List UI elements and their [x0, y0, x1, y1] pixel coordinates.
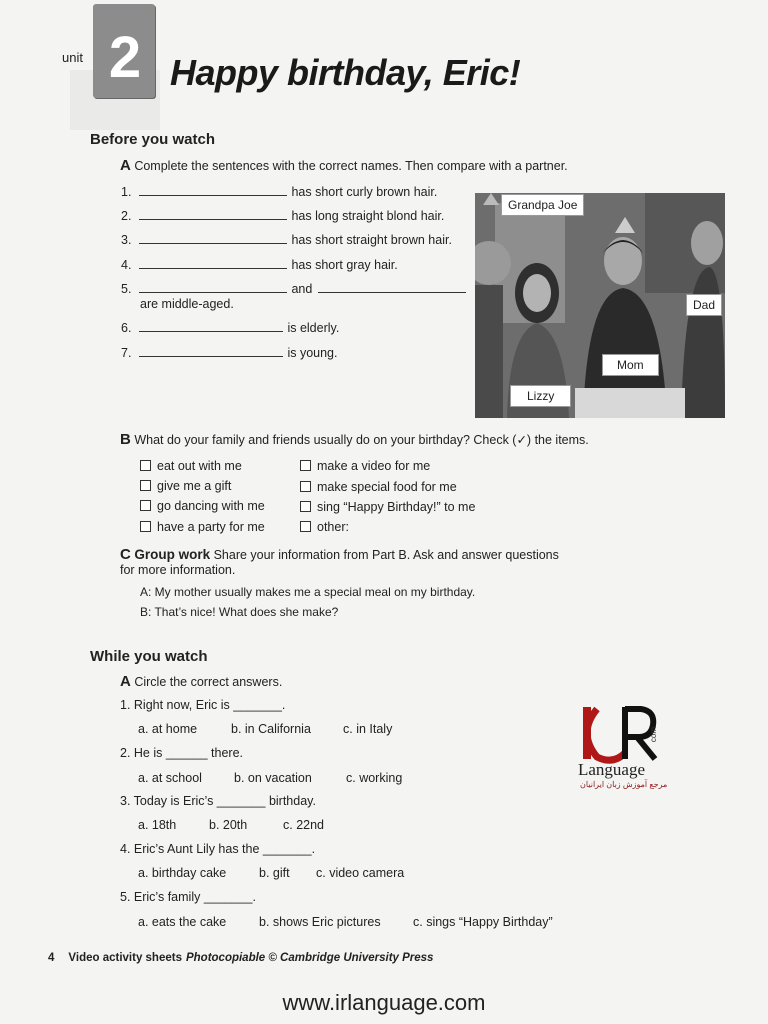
checkbox[interactable]	[140, 521, 151, 532]
item-text: has short straight brown hair.	[291, 233, 452, 247]
checklist-label: make a video for me	[317, 459, 431, 473]
checkbox[interactable]	[300, 501, 311, 512]
page-title: Happy birthday, Eric!	[170, 52, 521, 93]
while-task-a-instruction	[120, 673, 282, 690]
item-and: and	[291, 282, 313, 296]
task-b-instruction	[120, 431, 589, 448]
question: 1. Right now, Eric is _______.	[120, 698, 286, 712]
logo-com: com	[649, 726, 659, 743]
answer-option[interactable]: b. gift	[259, 866, 290, 880]
checklist-item[interactable]	[140, 479, 231, 493]
checkbox[interactable]	[140, 500, 151, 511]
checklist-item[interactable]	[300, 480, 457, 494]
item-text: has long straight blond hair.	[291, 209, 445, 223]
checklist-label: eat out with me	[157, 459, 242, 473]
dialogue-line-b: B: That’s nice! What does she make?	[140, 605, 339, 619]
page-number: 4	[48, 952, 55, 964]
task-text: Circle the correct answers.	[134, 675, 283, 689]
task-text: Share your information from Part B. Ask and answer questions	[213, 548, 559, 562]
section-heading-before: Before you watch	[90, 131, 216, 148]
checklist-label: give me a gift	[157, 479, 232, 493]
checkbox[interactable]	[300, 460, 311, 471]
item-text: is elderly.	[287, 321, 340, 335]
answer-option[interactable]: c. video camera	[316, 866, 405, 880]
checklist-item[interactable]	[140, 459, 242, 473]
checkbox[interactable]	[140, 460, 151, 471]
sentence-row	[121, 280, 466, 296]
answer-blank[interactable]	[139, 319, 283, 332]
answer-option[interactable]: a. eats the cake	[138, 915, 227, 929]
answer-option[interactable]: b. shows Eric pictures	[259, 915, 381, 929]
checklist-label: make special food for me	[317, 480, 457, 494]
photo-label-lizzy: Lizzy	[510, 385, 571, 407]
checkbox[interactable]	[300, 521, 311, 532]
photo-label-grandpa-joe: Grandpa Joe	[501, 194, 584, 216]
checklist-item[interactable]	[300, 520, 349, 534]
dialogue-line-a: A: My mother usually makes me a special meal on my birthday.	[140, 585, 476, 599]
answer-option[interactable]: a. birthday cake	[138, 866, 227, 880]
checklist-item[interactable]	[140, 520, 265, 534]
item-number: 5.	[121, 282, 132, 296]
sentence-row	[121, 231, 452, 247]
item-number: 7.	[121, 346, 132, 360]
unit-label: unit	[62, 50, 83, 65]
page-footer	[48, 952, 433, 964]
sentence-row	[121, 256, 398, 272]
item-number: 4.	[121, 258, 132, 272]
item-text: has short gray hair.	[291, 258, 398, 272]
task-c-instruction	[120, 546, 559, 563]
question: 3. Today is Eric’s _______ birthday.	[120, 794, 316, 808]
item-text: is young.	[287, 346, 338, 360]
sentence-continuation: are middle-aged.	[140, 297, 234, 311]
item-number: 6.	[121, 321, 132, 335]
checklist-label: other:	[317, 520, 349, 534]
sentence-row	[121, 319, 339, 335]
answer-blank[interactable]	[139, 183, 287, 196]
logo-tagline: مرجع آموزش زبان ایرانیان	[580, 780, 668, 789]
photo-label-dad: Dad	[686, 294, 722, 316]
task-text: Complete the sentences with the correct names. Then compare with a partner.	[134, 159, 568, 173]
sentence-row	[121, 183, 437, 199]
checklist-item[interactable]	[140, 499, 265, 513]
answer-option[interactable]: a. at school	[138, 771, 202, 785]
item-number: 1.	[121, 185, 132, 199]
answer-option[interactable]: a. 18th	[138, 818, 177, 832]
site-watermark[interactable]: www.irlanguage.com	[282, 990, 486, 1015]
answer-option[interactable]: c. working	[346, 771, 403, 785]
task-letter: A	[120, 157, 131, 174]
answer-blank[interactable]	[139, 344, 283, 357]
answer-blank[interactable]	[139, 231, 287, 244]
answer-blank[interactable]	[318, 280, 466, 293]
item-number: 2.	[121, 209, 132, 223]
item-text: has short curly brown hair.	[291, 185, 438, 199]
checklist-label: have a party for me	[157, 520, 265, 534]
question: 2. He is ______ there.	[120, 746, 243, 760]
answer-option[interactable]: c. in Italy	[343, 722, 393, 736]
checklist-item[interactable]	[300, 459, 430, 473]
checkbox[interactable]	[140, 480, 151, 491]
answer-blank[interactable]	[139, 256, 287, 269]
task-letter: A	[120, 673, 131, 690]
task-a-instruction	[120, 157, 568, 174]
question: 4. Eric’s Aunt Lily has the _______.	[120, 842, 316, 856]
section-heading-while: While you watch	[90, 648, 208, 665]
unit-number: 2	[108, 25, 142, 90]
item-number: 3.	[121, 233, 132, 247]
footer-copyright: Photocopiable © Cambridge University Press	[185, 952, 434, 964]
task-text: What do your family and friends usually do on your birthday? Check (✓) the items.	[134, 433, 589, 447]
answer-option[interactable]: c. sings “Happy Birthday”	[413, 915, 553, 929]
answer-option[interactable]: b. on vacation	[234, 771, 312, 785]
checklist-label: sing “Happy Birthday!” to me	[317, 500, 476, 514]
checklist-label: go dancing with me	[157, 499, 265, 513]
photo-label-mom: Mom	[602, 354, 659, 376]
answer-option[interactable]: b. in California	[231, 722, 311, 736]
answer-blank[interactable]	[139, 207, 287, 220]
task-letter: C	[120, 546, 131, 563]
checkbox[interactable]	[300, 481, 311, 492]
answer-option[interactable]: a. at home	[138, 722, 198, 736]
answer-option[interactable]: b. 20th	[209, 818, 248, 832]
sentence-row	[121, 344, 337, 360]
answer-option[interactable]: c. 22nd	[283, 818, 325, 832]
question: 5. Eric’s family _______.	[120, 890, 256, 904]
sentence-row	[121, 207, 444, 223]
footer-section: Video activity sheets	[68, 952, 182, 964]
task-letter: B	[120, 431, 131, 448]
checklist-item[interactable]	[300, 500, 475, 514]
logo-wordmark: Language	[578, 760, 646, 779]
task-text-continued: for more information.	[120, 563, 236, 577]
group-work-label: Group work	[134, 547, 211, 562]
answer-blank[interactable]	[139, 280, 287, 293]
